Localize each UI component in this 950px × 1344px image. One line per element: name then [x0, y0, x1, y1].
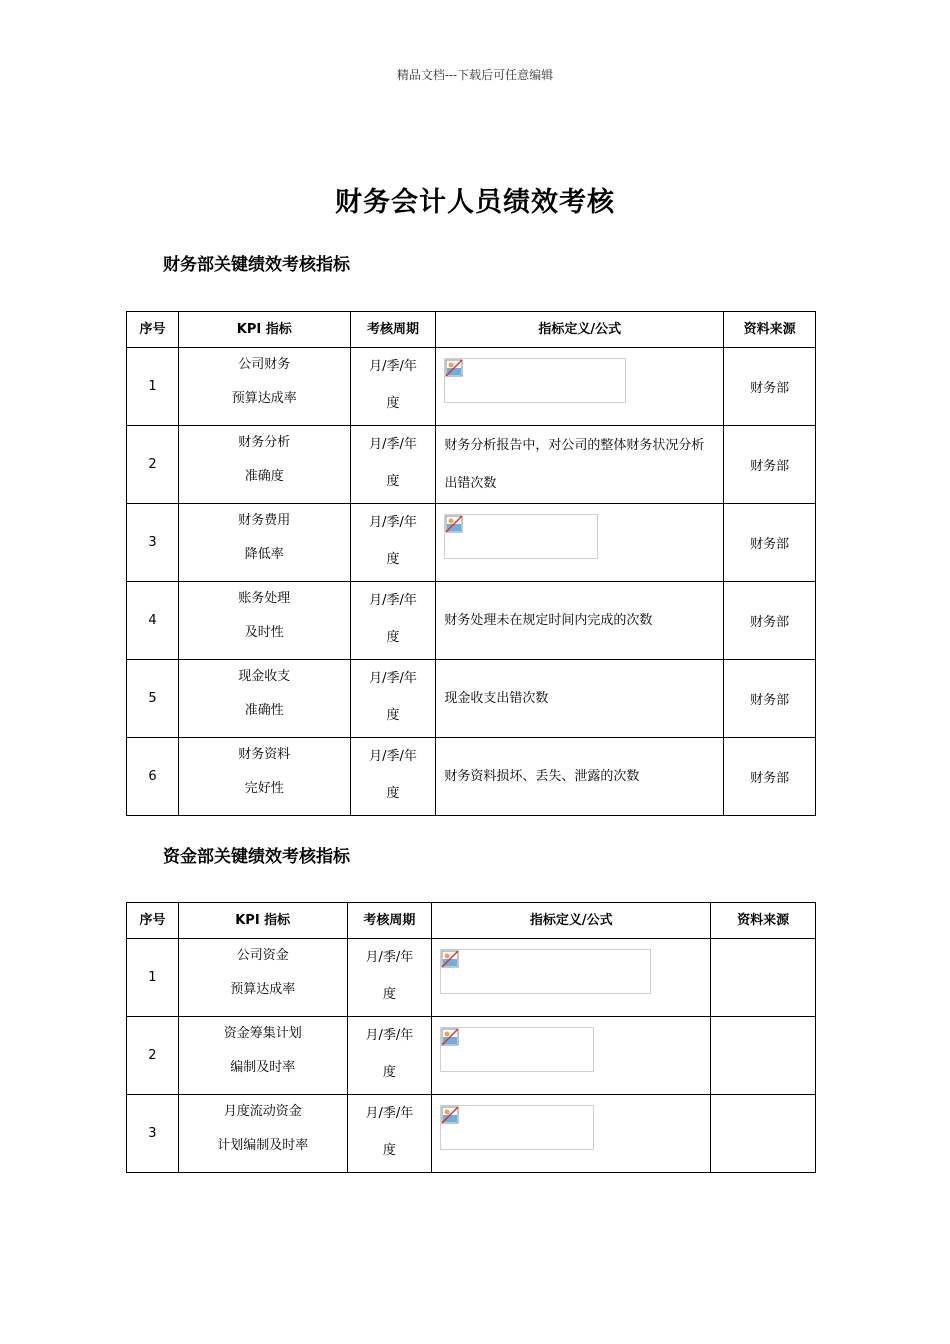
assessment-period — [350, 348, 436, 426]
kpi-name-line1: 财务资料 — [238, 747, 291, 762]
definition-cell — [436, 660, 724, 738]
broken-image-icon — [445, 515, 463, 533]
period-line1: 月/季/年 — [369, 437, 417, 452]
period-line1: 月/季/年 — [365, 1106, 414, 1121]
col-header-no: 序号 — [127, 903, 179, 939]
kpi-name-line2: 计划编制及时率 — [217, 1138, 309, 1153]
formula-image — [444, 514, 598, 559]
assessment-period — [350, 660, 436, 738]
table-row — [127, 348, 816, 426]
kpi-name-line1: 财务费用 — [238, 513, 291, 528]
assessment-period — [350, 582, 436, 660]
definition-cell — [436, 426, 724, 504]
kpi-name-line1: 资金筹集计划 — [223, 1026, 302, 1041]
kpi-name — [178, 660, 350, 738]
definition-cell — [436, 582, 724, 660]
row-number: 5 — [127, 660, 179, 738]
kpi-name-line1: 账务处理 — [238, 591, 291, 606]
section-heading-finance: 财务部关键绩效考核指标 — [163, 255, 350, 275]
definition-text: 财务资料损坏、丢失、泄露的次数 — [444, 768, 640, 784]
col-header-no: 序号 — [127, 312, 179, 348]
definition-cell — [436, 348, 724, 426]
col-header-source: 资料来源 — [724, 312, 816, 348]
kpi-name-line2: 及时性 — [244, 625, 284, 640]
formula-image — [440, 1105, 594, 1150]
assessment-period — [347, 1095, 432, 1173]
definition-text: 财务分析报告中，对公司的整体财务状况分析出错次数 — [444, 437, 705, 491]
kpi-name-line2: 编制及时率 — [230, 1060, 296, 1075]
kpi-name — [178, 504, 350, 582]
table-row — [127, 426, 816, 504]
kpi-name-line1: 财务分析 — [238, 435, 291, 450]
row-number: 2 — [127, 1017, 179, 1095]
row-number: 1 — [127, 939, 179, 1017]
kpi-name-line1: 现金收支 — [238, 669, 291, 684]
table-row — [127, 1017, 816, 1095]
broken-image-icon — [445, 359, 463, 377]
section-heading-treasury: 资金部关键绩效考核指标 — [163, 847, 350, 867]
kpi-name — [178, 426, 350, 504]
row-number: 3 — [127, 1095, 179, 1173]
table-header-row — [127, 903, 816, 939]
assessment-period — [350, 504, 436, 582]
definition-cell — [436, 738, 724, 816]
definition-cell — [436, 504, 724, 582]
table-row — [127, 939, 816, 1017]
data-source — [711, 1095, 816, 1173]
col-header-definition: 指标定义/公式 — [432, 903, 711, 939]
definition-text: 现金收支出错次数 — [444, 690, 549, 706]
period-line2: 度 — [382, 987, 396, 1002]
period-line1: 月/季/年 — [365, 1028, 414, 1043]
period-line2: 度 — [382, 1065, 396, 1080]
period-line1: 月/季/年 — [369, 359, 417, 374]
data-source: 财务部 — [724, 348, 816, 426]
data-source: 财务部 — [724, 426, 816, 504]
document-title: 财务会计人员绩效考核 — [335, 187, 615, 218]
table-header-row — [127, 312, 816, 348]
kpi-name — [178, 939, 347, 1017]
kpi-name-line2: 降低率 — [244, 547, 284, 562]
table-row — [127, 738, 816, 816]
broken-image-icon — [441, 1106, 459, 1124]
row-number: 3 — [127, 504, 179, 582]
kpi-name-line1: 月度流动资金 — [223, 1104, 302, 1119]
period-line2: 度 — [386, 552, 400, 567]
definition-cell — [432, 1017, 711, 1095]
row-number: 2 — [127, 426, 179, 504]
row-number: 6 — [127, 738, 179, 816]
data-source: 财务部 — [724, 738, 816, 816]
period-line2: 度 — [386, 786, 400, 801]
formula-image — [440, 949, 651, 994]
data-source: 财务部 — [724, 660, 816, 738]
period-line2: 度 — [386, 396, 400, 411]
header-note: 精品文档---下载后可任意编辑 — [396, 68, 554, 82]
formula-image — [440, 1027, 594, 1072]
col-header-period: 考核周期 — [350, 312, 436, 348]
kpi-name-line2: 预算达成率 — [231, 391, 297, 406]
row-number: 4 — [127, 582, 179, 660]
assessment-period — [347, 1017, 432, 1095]
kpi-name-line2: 完好性 — [244, 781, 284, 796]
assessment-period — [350, 426, 436, 504]
finance-kpi-table — [126, 311, 816, 816]
data-source: 财务部 — [724, 504, 816, 582]
treasury-kpi-table — [126, 902, 816, 1173]
table-row — [127, 582, 816, 660]
col-header-source: 资料来源 — [711, 903, 816, 939]
period-line1: 月/季/年 — [369, 671, 417, 686]
col-header-period: 考核周期 — [347, 903, 432, 939]
row-number: 1 — [127, 348, 179, 426]
broken-image-icon — [441, 1028, 459, 1046]
kpi-name-line1: 公司资金 — [236, 948, 289, 963]
period-line2: 度 — [386, 708, 400, 723]
data-source: 财务部 — [724, 582, 816, 660]
period-line2: 度 — [382, 1143, 396, 1158]
assessment-period — [347, 939, 432, 1017]
col-header-kpi: KPI 指标 — [178, 903, 347, 939]
assessment-period — [350, 738, 436, 816]
definition-cell — [432, 939, 711, 1017]
kpi-name-line2: 准确度 — [244, 469, 284, 484]
kpi-name — [178, 582, 350, 660]
table-row — [127, 1095, 816, 1173]
definition-cell — [432, 1095, 711, 1173]
data-source — [711, 939, 816, 1017]
table-row — [127, 504, 816, 582]
kpi-name — [178, 1017, 347, 1095]
kpi-name-line1: 公司财务 — [238, 357, 291, 372]
col-header-definition: 指标定义/公式 — [436, 312, 724, 348]
kpi-name — [178, 1095, 347, 1173]
period-line1: 月/季/年 — [365, 950, 414, 965]
period-line1: 月/季/年 — [369, 749, 417, 764]
broken-image-icon — [441, 950, 459, 968]
definition-text: 财务处理未在规定时间内完成的次数 — [444, 612, 653, 628]
kpi-name-line2: 准确性 — [244, 703, 284, 718]
col-header-kpi: KPI 指标 — [178, 312, 350, 348]
kpi-name — [178, 348, 350, 426]
kpi-name-line2: 预算达成率 — [230, 982, 296, 997]
kpi-name — [178, 738, 350, 816]
formula-image — [444, 358, 626, 403]
period-line2: 度 — [386, 630, 400, 645]
table-row — [127, 660, 816, 738]
period-line1: 月/季/年 — [369, 593, 417, 608]
data-source — [711, 1017, 816, 1095]
period-line2: 度 — [386, 474, 400, 489]
period-line1: 月/季/年 — [369, 515, 417, 530]
